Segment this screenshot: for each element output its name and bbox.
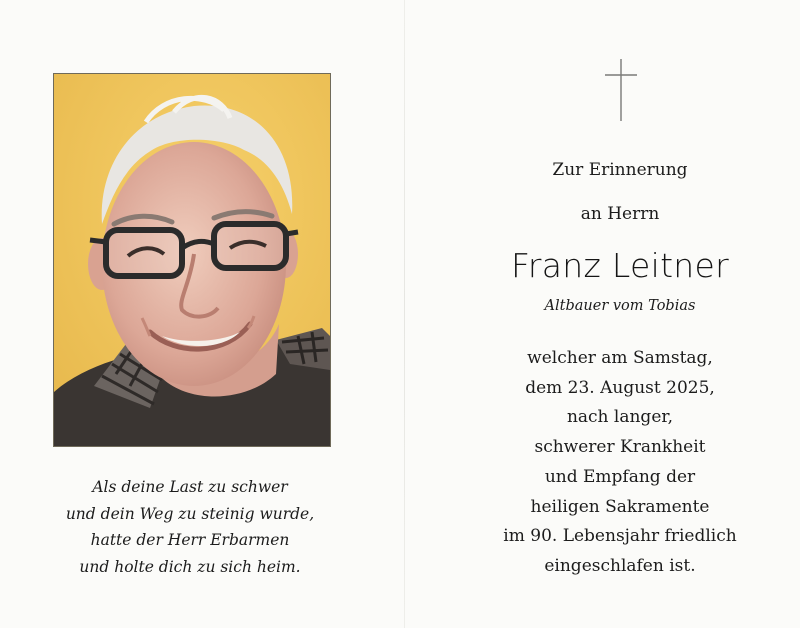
intro-line-remembrance: Zur Erinnerung bbox=[552, 160, 688, 180]
portrait-illustration bbox=[54, 74, 330, 446]
death-notice bbox=[468, 344, 772, 582]
card-fold-line bbox=[404, 0, 405, 628]
notice-line: welcher am Samstag, bbox=[527, 348, 713, 368]
notice-line: nach langer, bbox=[566, 407, 674, 428]
notice-line: dem 23. August 2025, bbox=[525, 377, 715, 398]
deceased-subtitle: Altbauer vom Tobias bbox=[544, 298, 696, 314]
verse-line: hatte der Herr Erbarmen bbox=[90, 531, 290, 549]
notice-line: im 90. Lebensjahr friedlich bbox=[503, 526, 737, 547]
verse-line: Als deine Last zu schwer bbox=[92, 478, 288, 496]
memorial-verse bbox=[40, 474, 340, 580]
notice-line: heiligen Sakramente bbox=[530, 496, 710, 517]
notice-line: eingeschlafen ist. bbox=[544, 555, 696, 576]
notice-line: und Empfang der bbox=[544, 466, 696, 487]
cross-icon bbox=[604, 58, 638, 122]
notice-line: schwerer Krankheit bbox=[534, 437, 706, 458]
portrait-photo bbox=[53, 73, 331, 447]
deceased-name: Franz Leitner bbox=[511, 246, 729, 285]
intro-line-salutation: an Herrn bbox=[580, 204, 660, 224]
verse-line: und dein Weg zu steinig wurde, bbox=[65, 504, 315, 523]
verse-line: und holte dich zu sich heim. bbox=[79, 557, 301, 576]
